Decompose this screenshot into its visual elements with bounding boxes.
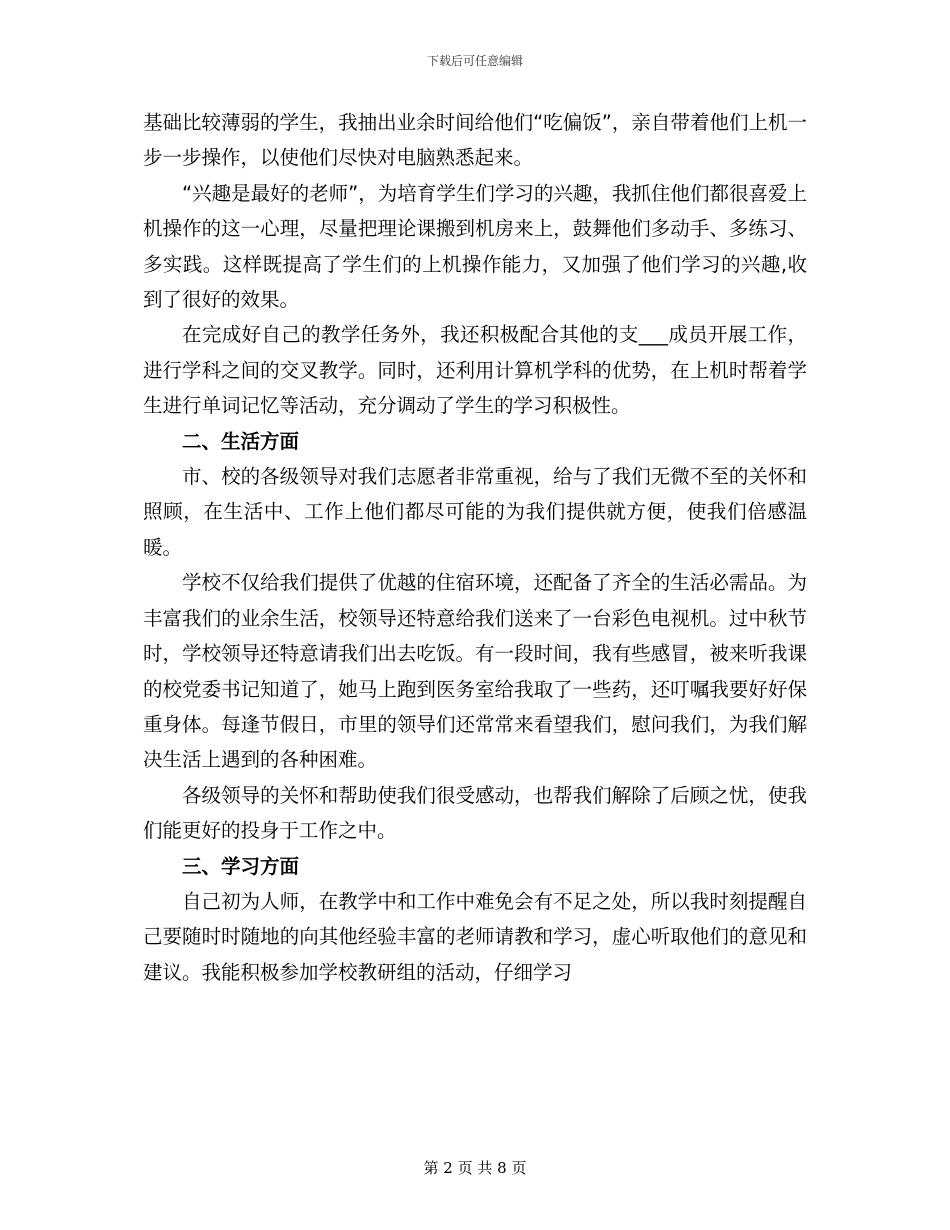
section-heading-study: 三、学习方面 <box>182 854 300 878</box>
section-heading-life: 二、生活方面 <box>182 429 300 453</box>
paragraph: 学校不仅给我们提供了优越的住宿环境，还配备了齐全的生活必需品。为丰富我们的业余生活，校领导还特意给我们送来了一台彩色电视机。过中秋节时，学校领导还特意请我们出去吃饭。有一段时间，我有些感冒，被来听我课的校党委书记知道了，她马上跑到医务室给我取了一些药，还叮嘱我要好好保重身体。每逢节假日，市里的领导们还常常来看望我们，慰问我们，为我们解决生活上遇到的各种困难。 <box>143 571 807 772</box>
paragraph: 在完成好自己的教学任务外，我还积极配合其他的支___成员开展工作，进行学科之间的交叉教学。同时，还利用计算机学科的优势，在上机时帮着学生进行单词记忆等活动，充分调动了学生的学习积极性。 <box>143 323 807 418</box>
document-body <box>143 105 807 990</box>
paragraph: 基础比较薄弱的学生，我抽出业余时间给他们“吃偏饭”，亲自带着他们上机一步一步操作，以使他们尽快对电脑熟悉起来。 <box>143 111 807 170</box>
paragraph: 市、校的各级领导对我们志愿者非常重视，给与了我们无微不至的关怀和照顾，在生活中、工作上他们都尽可能的为我们提供就方便，使我们倍感温暖。 <box>143 465 807 559</box>
paragraph: 各级领导的关怀和帮助使我们很受感动，也帮我们解除了后顾之忧，使我们能更好的投身于工作之中。 <box>143 783 807 843</box>
paragraph: “兴趣是最好的老师”，为培育学生们学习的兴趣，我抓住他们都很喜爱上机操作的这一心理，尽量把理论课搬到机房来上，鼓舞他们多动手、多练习、多实践。这样既提高了学生们的上机操作能力，又加强了他们学习的兴趣,收到了很好的效果。 <box>143 181 807 312</box>
paragraph: 自己初为人师，在教学中和工作中难免会有不足之处，所以我时刻提醒自己要随时时随地的向其他经验丰富的老师请教和学习，虚心听取他们的意见和建议。我能积极参加学校教研组的活动，仔细学习 <box>143 889 807 984</box>
page-header: 下载后可任意编辑 <box>426 54 523 68</box>
page-number-footer: 第 2 页 共 8 页 <box>423 1159 527 1177</box>
